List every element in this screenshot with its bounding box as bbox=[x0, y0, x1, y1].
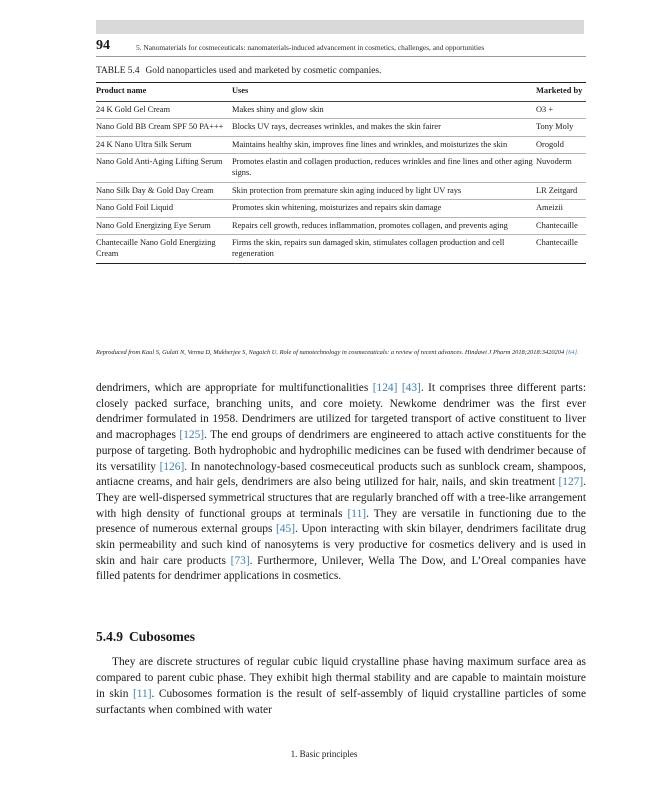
source-note-text: Reproduced from Kaul S, Gulati N, Verma D, Mukherjee S, Nagaich U. Role of nanotechnology in cosmeceuticals: a review of recent advances. Hindawi J Pharm 2018;2018:3420204 bbox=[96, 349, 565, 356]
cell-marketed-by: Nuvoderm bbox=[536, 157, 572, 167]
section-number: 5.4.9 bbox=[96, 629, 123, 644]
cell-product: Chantecaille Nano Gold Energizing Cream bbox=[96, 238, 216, 258]
table-row bbox=[96, 136, 586, 154]
cell-uses: Skin protection from premature skin aging induced by light UV rays bbox=[232, 185, 462, 195]
paragraph-cubosomes bbox=[96, 655, 586, 719]
text-segment: . Furthermore, Unilever, Wella The Dow, and L’Oreal companies have filled patents for dendrimer applications in cosmetics. bbox=[96, 554, 586, 583]
section-heading bbox=[96, 629, 195, 645]
text-segment: . Upon interacting with skin bilayer, dendrimers facilitate drug skin permeability and such kind of nanosytems is very productive for cosmetics delivery and is used in skin and hair care products bbox=[96, 523, 586, 567]
cell-marketed-by: LR Zeitgard bbox=[536, 185, 578, 195]
running-header bbox=[96, 40, 586, 57]
cell-marketed-by: Chantecaille bbox=[536, 220, 578, 230]
citation-link[interactable]: [126] bbox=[159, 460, 185, 473]
cell-uses: Maintains healthy skin, improves fine lines and wrinkles, and moisturizes the skin bbox=[232, 139, 508, 149]
cell-product: Nano Gold BB Cream SPF 50 PA+++ bbox=[96, 122, 224, 132]
cell-product: Nano Silk Day & Gold Day Cream bbox=[96, 185, 214, 195]
cell-marketed-by: Chantecaille bbox=[536, 238, 578, 248]
text-segment: . The end groups of dendrimers are engineered to attach active constituents for the purpose of targeting. Both hydrophobic and hydrophilic medicines can be fused with dendrimer because of its versatility bbox=[96, 429, 586, 473]
chapter-title: 5. Nanomaterials for cosmeceuticals: nanomaterials-induced advancement in cosmetics, challenges, and opportunities bbox=[136, 43, 485, 52]
table-row bbox=[96, 154, 586, 182]
cell-product: Nano Gold Foil Liquid bbox=[96, 203, 174, 213]
table-row bbox=[96, 119, 586, 137]
table-row bbox=[96, 200, 586, 218]
cell-product: Nano Gold Anti-Aging Lifting Serum bbox=[96, 157, 223, 167]
cell-product: Nano Gold Energizing Eye Serum bbox=[96, 220, 211, 230]
text-segment: . They are versatile in functioning due to the presence of numerous external groups bbox=[96, 507, 586, 536]
citation-link[interactable]: [73] bbox=[230, 554, 250, 567]
section-title: Cubosomes bbox=[129, 629, 196, 644]
table-header-row bbox=[96, 83, 586, 102]
citation-link[interactable]: [11] bbox=[132, 687, 152, 700]
cell-product: 24 K Gold Gel Cream bbox=[96, 104, 170, 114]
text-segment: . Cubosomes formation is the result of self-assembly of liquid crystalline particles of some surfactants when combined with water bbox=[96, 687, 587, 716]
citation-link[interactable]: [124] bbox=[372, 382, 398, 394]
column-header-marketed-by: Marketed by bbox=[536, 86, 583, 95]
text-segment: dendrimers, which are appropriate for multifunctionalities bbox=[96, 382, 373, 394]
citation-link[interactable]: [43] bbox=[401, 382, 421, 394]
table-row bbox=[96, 101, 586, 119]
citation-link[interactable]: [127] bbox=[558, 476, 584, 489]
cell-uses: Firms the skin, repairs sun damaged skin, stimulates collagen production and cell regeneration bbox=[232, 238, 505, 258]
column-header-uses: Uses bbox=[232, 86, 249, 95]
source-reference-link[interactable]: [64]. bbox=[565, 349, 579, 356]
citation-link[interactable]: [125] bbox=[179, 429, 205, 442]
cell-uses: Promotes elastin and collagen production, reduces wrinkles and fine lines and other aging signs. bbox=[232, 157, 533, 177]
cell-uses: Blocks UV rays, decreases wrinkles, and makes the skin fairer bbox=[232, 122, 441, 132]
text-segment: . They are well-dispersed symmetrical structures that are regularly branched off with a tree-like arrangement with high density of functional groups at terminals bbox=[96, 476, 586, 520]
table-caption-text: Gold nanoparticles used and marketed by cosmetic companies. bbox=[145, 66, 382, 76]
text-segment: . It comprises three different parts: closely packed surface, branching units, and core moiety. Newkome dendrimer was the first ever dendrimer formulated in 1958. Dendrimers are utilized for targeted transport of active constituent to liver and macrophages bbox=[96, 382, 586, 442]
cell-product: 24 K Nano Ultra Silk Serum bbox=[96, 139, 192, 149]
cell-marketed-by: Tony Moly bbox=[536, 122, 574, 132]
gold-nanoparticles-table bbox=[96, 82, 586, 264]
page-number: 94 bbox=[96, 38, 110, 53]
citation-link[interactable]: [11] bbox=[347, 507, 367, 520]
cell-uses: Promotes skin whitening, moisturizes and repairs skin damage bbox=[232, 203, 442, 213]
cell-marketed-by: Ameizii bbox=[536, 203, 563, 213]
cell-marketed-by: O3 + bbox=[536, 104, 554, 114]
table-row bbox=[96, 235, 586, 263]
table-source-note bbox=[96, 348, 586, 358]
cell-uses: Makes shiny and glow skin bbox=[232, 104, 324, 114]
citation-link[interactable]: [45] bbox=[276, 523, 295, 536]
paragraph-dendrimers bbox=[96, 381, 586, 585]
cell-marketed-by: Orogold bbox=[536, 139, 564, 149]
text-segment: . In nanotechnology-based cosmeceutical products such as sunblock cream, shampoos, antiacne creams, and hair gels, dendrimers are also being utilized for hair, nails, and skin treatment bbox=[96, 460, 586, 489]
cell-uses: Repairs cell growth, reduces inflammation, promotes collagen, and prevents aging bbox=[232, 220, 508, 230]
table-caption bbox=[96, 66, 381, 76]
text-segment: They are discrete structures of regular cubic liquid crystalline phase having maximum surface area as compared to parent cubic phase. They exhibit high thermal stability and are capable to maintain moisture in skin bbox=[96, 656, 586, 700]
table-number: TABLE 5.4 bbox=[96, 66, 140, 76]
table-row bbox=[96, 182, 586, 200]
column-header-product: Product name bbox=[96, 86, 147, 95]
page-footer: 1. Basic principles bbox=[290, 749, 358, 759]
top-gray-bar bbox=[96, 20, 584, 34]
table-row bbox=[96, 217, 586, 235]
